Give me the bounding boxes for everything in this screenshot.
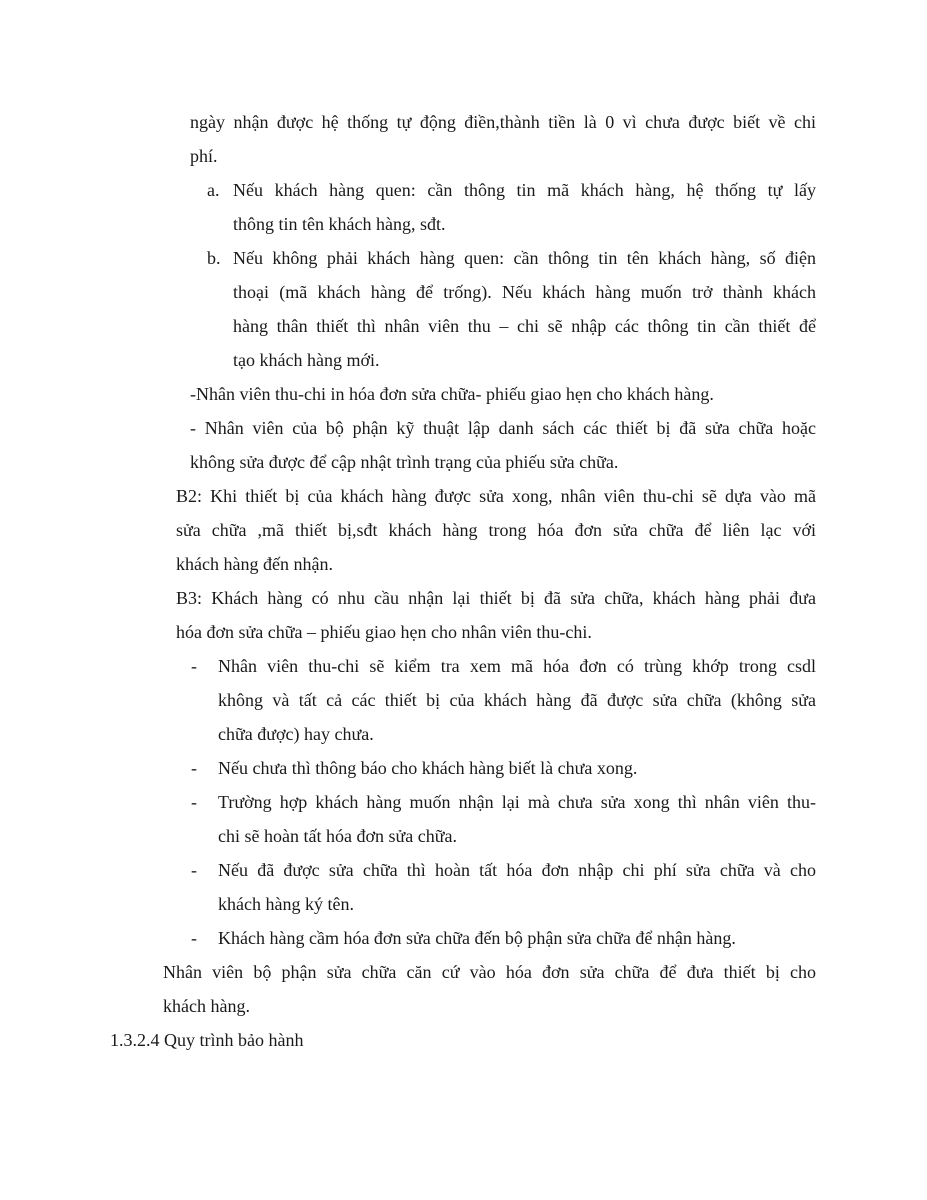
text-line: tạo khách hàng mới. bbox=[233, 350, 380, 370]
text-line: hàng thân thiết thì nhân viên thu – chi sẽ nhập các thông tin cần thiết để bbox=[233, 316, 816, 336]
text-line: Nhân viên bộ phận sửa chữa căn cứ vào hóa đơn sửa chữa để đưa thiết bị cho bbox=[163, 962, 816, 982]
list-marker-dash: - bbox=[191, 656, 197, 676]
text-line: Nếu khách hàng quen: cần thông tin mã khách hàng, hệ thống tự lấy bbox=[233, 180, 816, 200]
text-line: hóa đơn sửa chữa – phiếu giao hẹn cho nhân viên thu-chi. bbox=[176, 622, 592, 642]
text-line: chi sẽ hoàn tất hóa đơn sửa chữa. bbox=[218, 826, 457, 846]
text-line: - Nhân viên của bộ phận kỹ thuật lập danh sách các thiết bị đã sửa chữa hoặc bbox=[190, 418, 816, 438]
text-line: thoại (mã khách hàng để trống). Nếu khách hàng muốn trở thành khách bbox=[233, 282, 816, 302]
text-line: không và tất cả các thiết bị của khách hàng đã được sửa chữa (không sửa bbox=[218, 690, 816, 710]
text-line: chữa được) hay chưa. bbox=[218, 724, 374, 744]
list-marker-dash: - bbox=[191, 928, 197, 948]
text-line: Nếu chưa thì thông báo cho khách hàng biết là chưa xong. bbox=[218, 758, 638, 778]
text-line: Trường hợp khách hàng muốn nhận lại mà chưa sửa xong thì nhân viên thu- bbox=[218, 792, 816, 812]
text-line: B2: Khi thiết bị của khách hàng được sửa xong, nhân viên thu-chi sẽ dựa vào mã bbox=[176, 486, 816, 506]
text-line: B3: Khách hàng có nhu cầu nhận lại thiết bị đã sửa chữa, khách hàng phải đưa bbox=[176, 588, 816, 608]
text-line: ngày nhận được hệ thống tự động điền,thành tiền là 0 vì chưa được biết về chi bbox=[190, 112, 816, 132]
section-heading: 1.3.2.4 Quy trình bảo hành bbox=[110, 1030, 304, 1050]
text-line: khách hàng ký tên. bbox=[218, 894, 354, 914]
text-line: khách hàng. bbox=[163, 996, 250, 1016]
list-marker-b: b. bbox=[207, 248, 221, 268]
text-line: thông tin tên khách hàng, sđt. bbox=[233, 214, 446, 234]
text-line: -Nhân viên thu-chi in hóa đơn sửa chữa- phiếu giao hẹn cho khách hàng. bbox=[190, 384, 714, 404]
text-line: sửa chữa ,mã thiết bị,sđt khách hàng trong hóa đơn sửa chữa để liên lạc với bbox=[176, 520, 816, 540]
list-marker-dash: - bbox=[191, 758, 197, 778]
list-marker-dash: - bbox=[191, 860, 197, 880]
text-line: không sửa được để cập nhật trình trạng của phiếu sửa chữa. bbox=[190, 452, 619, 472]
text-line: Nếu đã được sửa chữa thì hoàn tất hóa đơn nhập chi phí sửa chữa và cho bbox=[218, 860, 816, 880]
text-line: phí. bbox=[190, 146, 218, 166]
text-line: khách hàng đến nhận. bbox=[176, 554, 333, 574]
text-line: Nếu không phải khách hàng quen: cần thông tin tên khách hàng, số điện bbox=[233, 248, 816, 268]
text-line: Nhân viên thu-chi sẽ kiểm tra xem mã hóa đơn có trùng khớp trong csdl bbox=[218, 656, 816, 676]
list-marker-dash: - bbox=[191, 792, 197, 812]
text-line: Khách hàng cầm hóa đơn sửa chữa đến bộ phận sửa chữa để nhận hàng. bbox=[218, 928, 736, 948]
list-marker-a: a. bbox=[207, 180, 220, 200]
